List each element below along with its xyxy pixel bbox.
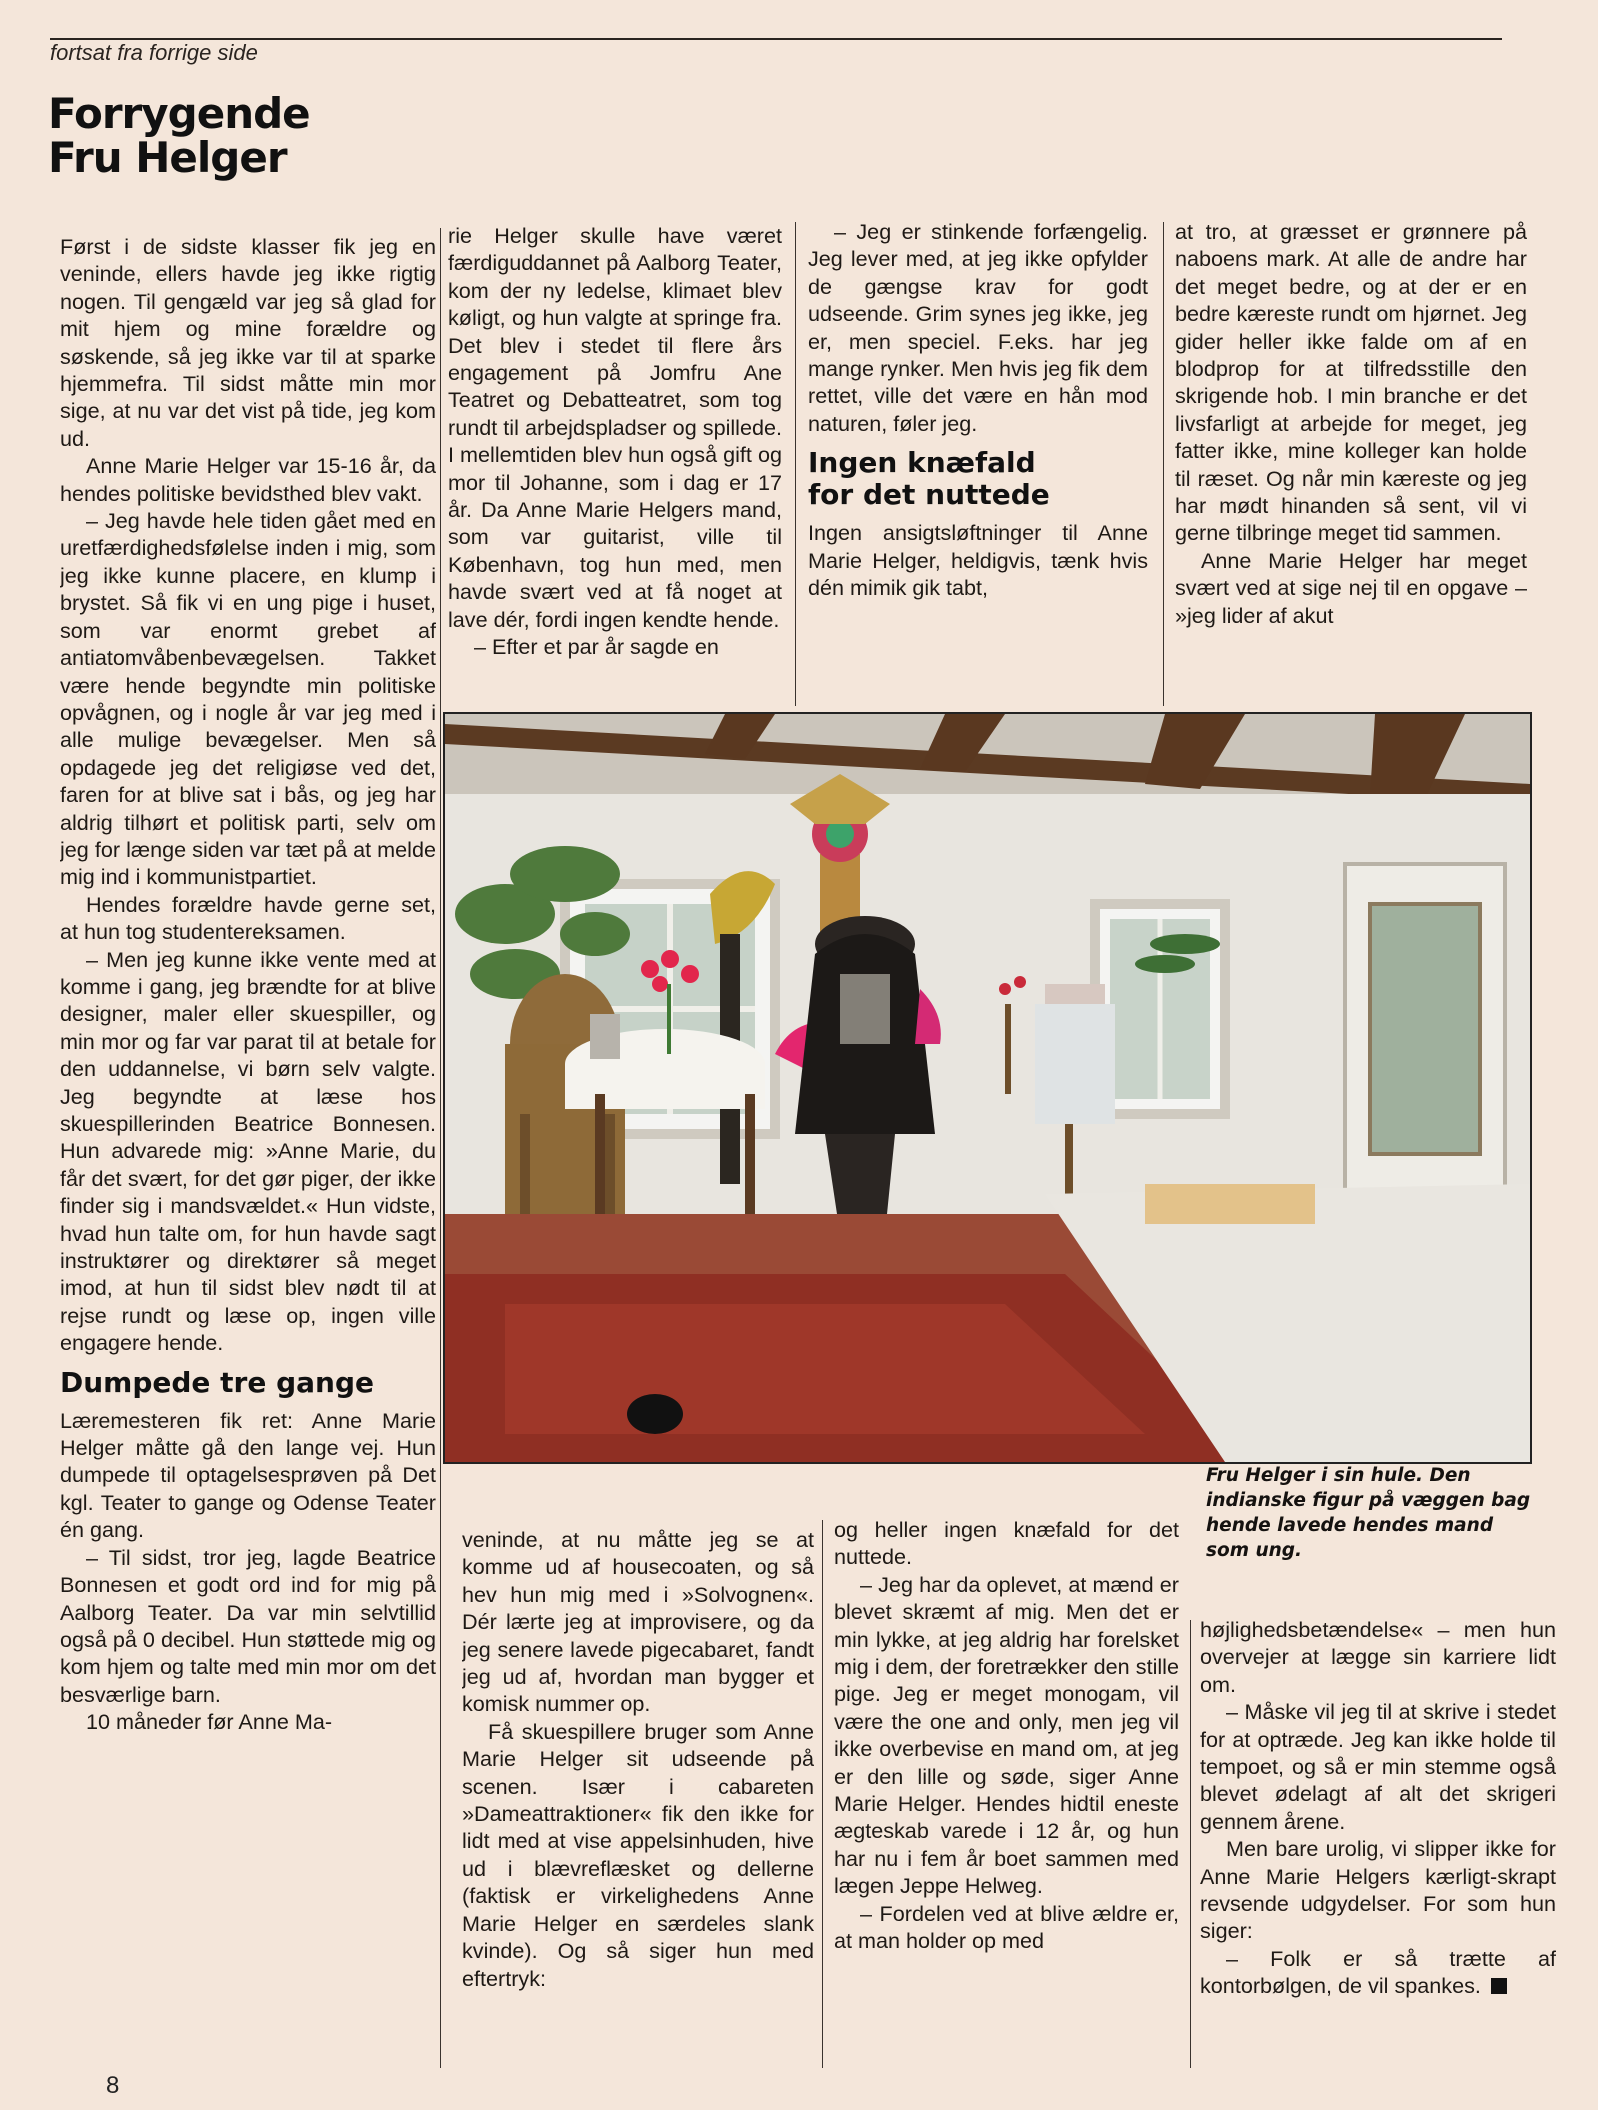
top-rule (50, 38, 1502, 40)
paragraph: at tro, at græsset er grønnere på naboens mark. At alle de andre har det meget bedre, og at der er en bedre kæreste rundt om hjørnet. Jeg gider heller ikke falde om af en blodprop for at tilfredsstille den skrigende hob. I min branche er det livsfarligt at arbejde for meget, jeg fatter ikke, mine kolleger kan holde til ræset. Og når min kæreste og jeg har mødt hinanden så sent, vil vi gerne tilbringe meget tid sammen. (1175, 219, 1527, 546)
column-2-top (448, 222, 782, 706)
paragraph: – Jeg er stinkende forfængelig. Jeg lever med, at jeg ikke opfylder de gængse krav for godt udseende. Grim synes jeg ikke, jeg er, men speciel. F.eks. har jeg mange rynker. Men hvis jeg fik dem rettet, ville det være en hån mod naturen, føler jeg. (808, 219, 1148, 436)
paragraph: – Måske vil jeg til at skrive i stedet for at optræde. Jeg kan ikke holde til tempoet, og så er min stemme også blevet ødelagt af alt det skrigeri gennem årene. (1200, 1699, 1556, 1834)
paragraph: – Men jeg kunne ikke vente med at komme i gang, jeg brændte for at blive designer, maler eller skuespiller, og min mor og far var parat til at betale for den uddannelse, vi børn selv valgte. Jeg begyndte at læse hos skuespillerinden Beatrice Bonnesen. Hun advarede mig: »Anne Marie, du får det svært, for det gør piger, der ikke finder sig i mandsvældet.« Hun vidste, hvad hun talte om, for hun havde sagt instruktører og direktører så meget imod, at hun til sidst blev nødt til at rejse rundt og læse op, ingen ville engagere hende. (60, 946, 436, 1356)
column-4-top (1175, 218, 1527, 708)
column-1 (60, 233, 436, 2068)
paragraph: – Til sidst, tror jeg, lagde Beatrice Bonnesen et godt ord ind for mig på Aalborg Teater. Da var min selvtillid også på 0 decibel. Hun støttede mig og kom hjem og talte med min mor om det besværlige barn. (60, 1544, 436, 1707)
paragraph: – Jeg havde hele tiden gået med en uretfærdighedsfølelse inden i mig, som jeg ikke kunne placere, en klump i brystet. Så fik vi en ung pige i huset, som var enormt grebet af antiatomvåbenbevægelsen. Takket være hende begyndte min politiske opvågnen, og i nogle år var jeg med i alle mulige bevægelser. Men så opdagede jeg det religiøse ved det, faren for at blive sat i bås, og jeg har aldrig tilhørt et politisk parti, selv om jeg for længe siden var tæt på at melde mig ind i kommunistpartiet. (60, 508, 436, 890)
column-4-bottom (1200, 1616, 1556, 2068)
column-divider (440, 228, 441, 2068)
paragraph (1200, 1945, 1556, 2000)
paragraph: Hendes forældre havde gerne set, at hun tog studentereksamen. (60, 891, 436, 945)
paragraph: Men bare urolig, vi slipper ikke for Anne Marie Helgers kærligt-skrapt revsende udgydelser. For som hun siger: (1200, 1836, 1556, 1944)
headline-line-2: Fru Helger (48, 133, 287, 182)
paragraph: Anne Marie Helger har meget svært ved at sige nej til en opgave – »jeg lider af akut (1175, 547, 1527, 628)
subheading-dumpede: Dumpede tre gange (60, 1365, 375, 1399)
headline (48, 89, 468, 182)
paragraph: 10 måneder før Anne Ma- (86, 1709, 333, 1735)
paragraph: Ingen ansigtsløftninger til Anne Marie Helger, heldigvis, tænk hvis dén mimik gik tabt, (808, 520, 1148, 601)
paragraph: Først i de sidste klasser fik jeg en veninde, ellers havde jeg ikke rigtig nogen. Til gengæld var jeg så glad for mit hjem og mine forældre og søskende, så jeg ikke var til at sparke hjemmefra. Til sidst måtte min mor sige, at nu var det vist på tide, jeg kom ud. (60, 234, 436, 451)
paragraph: Anne Marie Helger var 15-16 år, da hendes politiske bevidsthed blev vakt. (60, 453, 436, 506)
page-number: 8 (106, 2072, 120, 2099)
column-divider (795, 222, 796, 706)
article-photo (443, 712, 1532, 1464)
column-3-bottom (834, 1516, 1179, 2068)
paragraph: – Fordelen ved at blive ældre er, at man holder op med (834, 1900, 1179, 1954)
paragraph: veninde, at nu måtte jeg se at komme ud af housecoaten, og så hev hun mig med i »Solvognen«. Dér lærte jeg at improvisere, og da jeg senere lavede pigecabaret, fandt jeg ud af, hvordan man bygger et komisk nummer op. (462, 1527, 814, 1717)
closing-quote: – Folk er så trætte af kontorbølgen, de vil spankes. (1200, 1945, 1556, 1999)
photo-caption: Fru Helger i sin hule. Den indianske figur på væggen bag hende lavede hendes mand som ung. (1206, 1465, 1531, 1561)
room-interior-image (445, 714, 1530, 1462)
paragraph: – Jeg har da oplevet, at mænd er blevet skræmt af mig. Men det er min lykke, at jeg aldrig har forelsket mig i dem, der foretrækker den stille pige. Jeg er meget monogam, vil være the one and only, men jeg vil ikke overbevise en mand om, at jeg er den lille og søde, siger Anne Marie Helger. Hendes hidtil eneste ægteskab varede i 12 år, og hun har nu i fem år boet sammen med lægen Jeppe Helweg. (834, 1571, 1179, 1899)
paragraph: Få skuespillere bruger som Anne Marie Helger sit udseende på scenen. Især i cabareten »Dameattraktioner« fik den ikke for lidt med at vise appelsinhuden, hive ud i blævreflæsket og dellerne (faktisk er virkelighedens Anne Marie Helger en særdeles slank kvinde). Og så siger hun med eftertryk: (462, 1718, 814, 1991)
subheading-ingen-knaefald: Ingen knæfald for det nuttede (808, 446, 1050, 512)
column-divider (1190, 1620, 1191, 2068)
headline-line-1: Forrygende (48, 89, 310, 138)
paragraph: – Efter et par år sagde en (474, 634, 719, 660)
column-divider (822, 1520, 823, 2068)
end-mark-icon (1491, 1978, 1507, 1994)
column-divider (1163, 222, 1164, 706)
paragraph: højlighedsbetændelse« – men hun overvejer at lægge sin karriere lidt om. (1200, 1617, 1556, 1697)
column-3-top (808, 218, 1148, 708)
paragraph: Læremesteren fik ret: Anne Marie Helger måtte gå den lange vej. Hun dumpede til optagelsesprøven på Det kgl. Teater to gange og Odense Teater én gang. (60, 1407, 436, 1543)
paragraph: og heller ingen knæfald for det nuttede. (834, 1517, 1179, 1570)
paragraph: rie Helger skulle have været færdiguddannet på Aalborg Teater, kom der ny ledelse, klimaet blev køligt, og hun valgte at springe fra. Det blev i stedet til flere års engagement på Jomfru Ane Teatret og Debatteatret, som tog rundt til arbejdspladser og spillede. I mellemtiden blev hun også gift og mor til Johanne, som i dag er 17 år. Da Anne Marie Helgers mand, som var guitarist, ville til København, tog hun med, men havde svært ved at få noget at lave dér, fordi ingen kendte hende. (448, 223, 782, 632)
continued-label: fortsat fra forrige side (50, 40, 258, 65)
column-2-bottom (462, 1526, 814, 2068)
